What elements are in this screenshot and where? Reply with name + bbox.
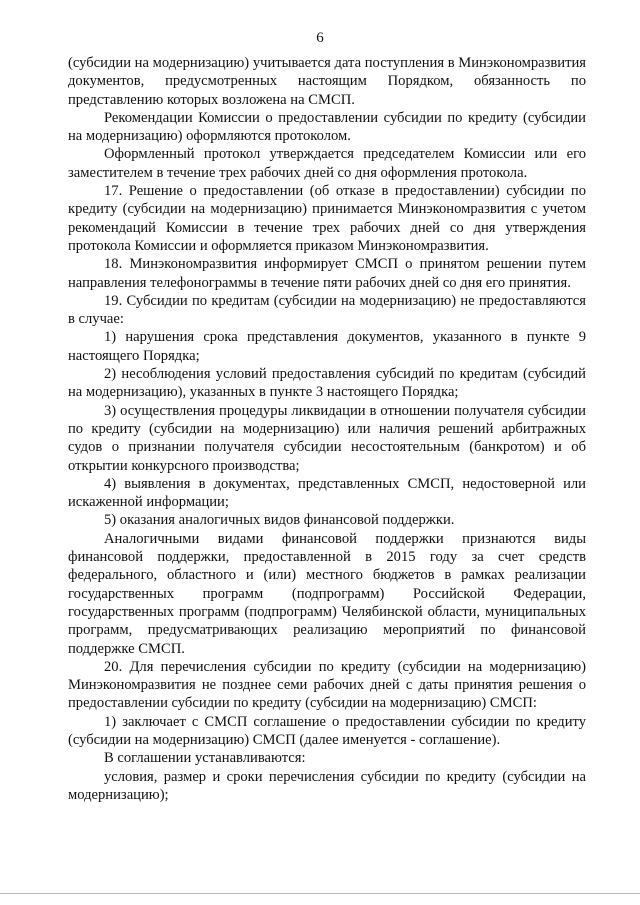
paragraph-agreement-terms: В соглашении устанавливаются: xyxy=(104,750,306,767)
paragraph-20: 20. Для перечисления субсидии по кредиту (субсидии на модернизацию) Минэкономразвития не позднее семи рабочих дней с даты принятия решения о предоставлении субсидии по кредиту (субсидии на модернизацию) СМСП: xyxy=(68,658,586,712)
paragraph-1: (субсидии на модернизацию) учитывается дата поступления в Минэкономразвития документов, предусмотренных настоящим Порядком, обязанность по представлению которых возложена на СМСП. xyxy=(68,55,586,108)
paragraph-agreement-conditions: условия, размер и сроки перечисления субсидии по кредиту (субсидии на модернизацию); xyxy=(68,768,586,803)
page-bottom-edge xyxy=(0,893,640,894)
list-item-19-1: 1) нарушения срока представления документов, указанного в пункте 9 настоящего Порядка; xyxy=(68,329,586,364)
paragraph-analogous-support: Аналогичными видами финансовой поддержки признаются виды финансовой поддержки, предоставленной в 2015 году за счет средств федерального, областного и (или) местного бюджетов в рамках реализации государственных программ (подпрограмм) Российской Федерации, государственных программ (подпрограмм) Челябинской области, муниципальных программ, предусматривающих реализацию мероприятий по финансовой поддержке СМСП. xyxy=(68,530,586,657)
list-item-19-2: 2) несоблюдения условий предоставления субсидий по кредитам (субсидий на модернизацию), указанных в пункте 3 настоящего Порядка; xyxy=(68,366,586,401)
paragraph-18: 18. Минэкономразвития информирует СМСП о принятом решении путем направления телефонограммы в течение пяти рабочих дней со дня его принятия. xyxy=(68,256,586,291)
document-body xyxy=(68,54,586,804)
paragraph-17: 17. Решение о предоставлении (об отказе в предоставлении) субсидии по кредиту (субсидии на модернизацию) принимается Минэкономразвития с учетом рекомендаций Комиссии в течение трех рабочих дней со дня утверждения протокола Комиссии и оформляется приказом Минэкономразвития. xyxy=(68,183,586,254)
list-item-19-4: 4) выявления в документах, представленных СМСП, недостоверной или искаженной информации; xyxy=(68,475,586,511)
list-item-19-3: 3) осуществления процедуры ликвидации в отношении получателя субсидии по кредиту (субсидии на модернизацию) или наличия решений арбитражных судов о признании получателя субсидии несостоятельным (банкротом) и об открытии конкурсного производства; xyxy=(68,402,586,474)
page-number: 6 xyxy=(316,30,324,46)
paragraph-2: Рекомендации Комиссии о предоставлении субсидии по кредиту (субсидии на модернизацию) оформляются протоколом. xyxy=(68,109,586,145)
list-item-20-1: 1) заключает с СМСП соглашение о предоставлении субсидии по кредиту (субсидии на модернизацию) СМСП (далее именуется - соглашение). xyxy=(68,713,586,748)
paragraph-3: Оформленный протокол утверждается председателем Комиссии или его заместителем в течение трех рабочих дней со дня оформления протокола. xyxy=(68,146,586,181)
paragraph-19: 19. Субсидии по кредитам (субсидии на модернизацию) не предоставляются в случае: xyxy=(68,292,586,328)
list-item-19-5: 5) оказания аналогичных видов финансовой поддержки. xyxy=(104,512,455,529)
